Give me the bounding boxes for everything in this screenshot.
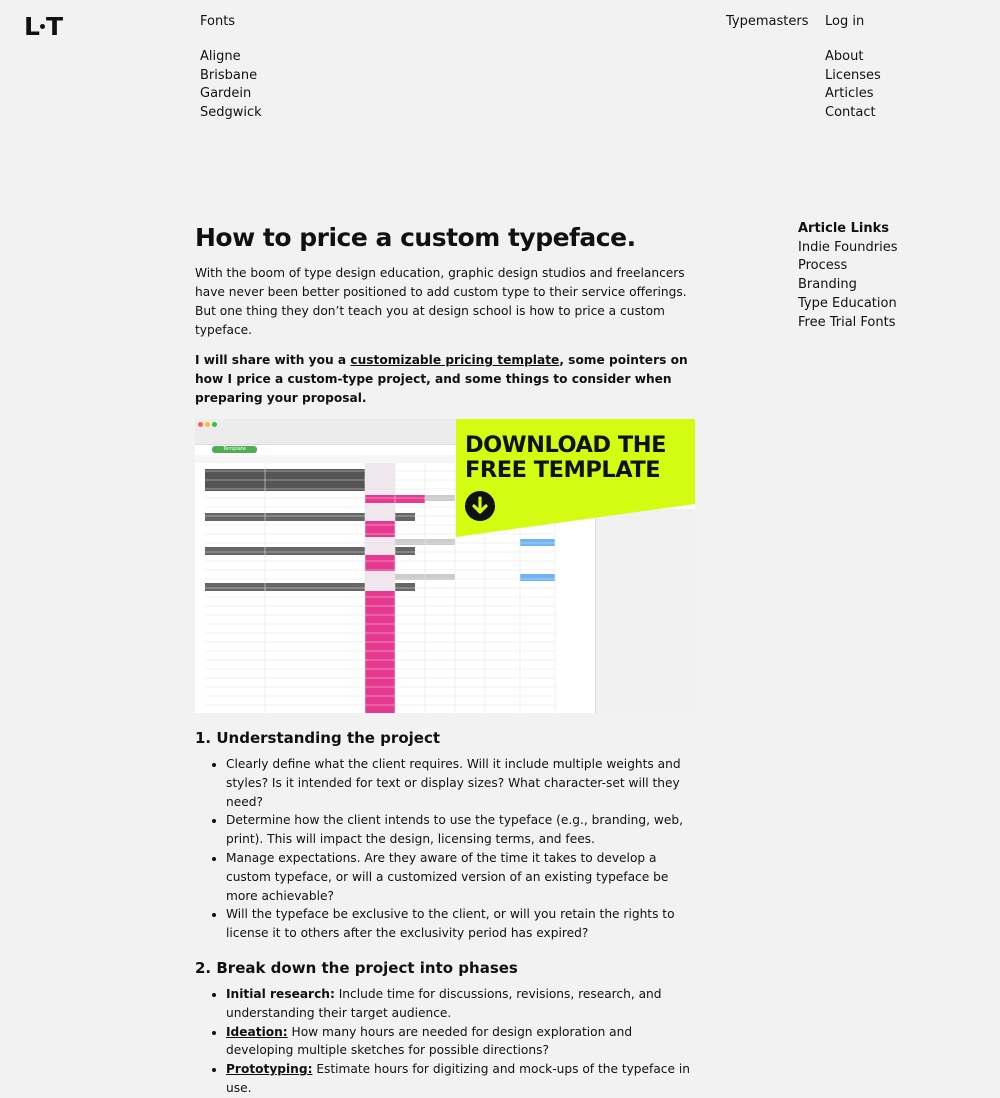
download-banner-text: DOWNLOAD THE FREE TEMPLATE xyxy=(465,432,666,483)
article-links xyxy=(798,220,898,332)
site-link-contact[interactable]: Contact xyxy=(825,105,876,121)
template-sheet-tab: Template xyxy=(212,446,257,453)
logo-dot xyxy=(40,24,45,29)
list-item: • Prototyping: Estimate hours for digitizing and mock-ups of the typeface in use. xyxy=(226,1060,695,1098)
phase-link-prototyping[interactable]: Prototyping: xyxy=(226,1062,313,1077)
site-link-about[interactable]: About xyxy=(825,49,864,64)
logo[interactable] xyxy=(24,12,62,41)
section-understanding-title: 1. Understanding the project xyxy=(195,729,441,747)
article-link-indie-foundries[interactable]: Indie Foundries xyxy=(798,239,898,255)
list-item: • Clearly define what the client requires. Will it include multiple weights and styles? Is it intended for text or display sizes? What character-set will they need? xyxy=(226,755,695,811)
phase-link-ideation[interactable]: Ideation: xyxy=(226,1024,288,1039)
logo-right-letter: T xyxy=(45,12,62,41)
font-link-sedgwick[interactable]: Sedgwick xyxy=(200,105,262,121)
format-sidebar xyxy=(595,509,695,713)
site-link-articles[interactable]: Articles xyxy=(825,86,874,102)
article-share-paragraph: I will share with you a customizable pricing template, some pointers on how I price a custom-type project, and some things to consider when preparing your proposal. xyxy=(195,353,688,405)
list-item: • Initial research: Include time for discussions, revisions, research, and understanding their target audience. xyxy=(226,985,695,1023)
article-title: How to price a custom typeface. xyxy=(195,223,636,252)
phase-term-initial-research: Initial research: xyxy=(226,986,335,1001)
article-links-heading: Article Links xyxy=(798,221,890,236)
section-phases-list xyxy=(195,985,695,1098)
nav-typemasters-link[interactable]: Typemasters xyxy=(726,14,809,29)
font-list xyxy=(200,48,262,123)
list-item: • Will the typeface be exclusive to the client, or will you retain the rights to license it to others after the exclusivity period has expired? xyxy=(226,905,695,943)
article-intro: With the boom of type design education, graphic design studios and freelancers have never been better positioned to add custom type to their service offerings. But one thing they don’t teach you at design school is how to price a custom typeface. xyxy=(195,266,687,337)
list-item: • Ideation: How many hours are needed for design exploration and developing multiple sketches for possible directions? xyxy=(226,1023,695,1061)
article-link-type-education[interactable]: Type Education xyxy=(798,295,897,311)
nav-fonts-link[interactable]: Fonts xyxy=(200,14,236,29)
pricing-template-link[interactable]: customizable pricing template xyxy=(350,353,560,367)
font-link-gardein[interactable]: Gardein xyxy=(200,86,252,102)
font-link-aligne[interactable]: Aligne xyxy=(200,49,241,64)
section-phases-title: 2. Break down the project into phases xyxy=(195,958,518,977)
article-link-process[interactable]: Process xyxy=(798,258,848,274)
font-link-brisbane[interactable]: Brisbane xyxy=(200,67,258,83)
list-item: • Manage expectations. Are they aware of the time it takes to develop a custom typeface, or will a customized version of an existing typeface be more achievable? xyxy=(226,849,695,905)
article-link-free-trial-fonts[interactable]: Free Trial Fonts xyxy=(798,314,896,330)
download-template-image[interactable] xyxy=(195,419,695,713)
site-link-licenses[interactable]: Licenses xyxy=(825,67,881,83)
site-links xyxy=(825,48,881,123)
nav-login-link[interactable]: Log in xyxy=(825,14,865,29)
article xyxy=(195,222,695,1098)
list-item: • Determine how the client intends to use the typeface (e.g., branding, web, print). This will impact the design, licensing terms, and fees. xyxy=(226,811,695,849)
article-link-branding[interactable]: Branding xyxy=(798,277,857,293)
logo-left-letter: L xyxy=(24,12,39,41)
section-understanding-list xyxy=(195,755,695,943)
download-arrow-icon xyxy=(465,491,495,521)
